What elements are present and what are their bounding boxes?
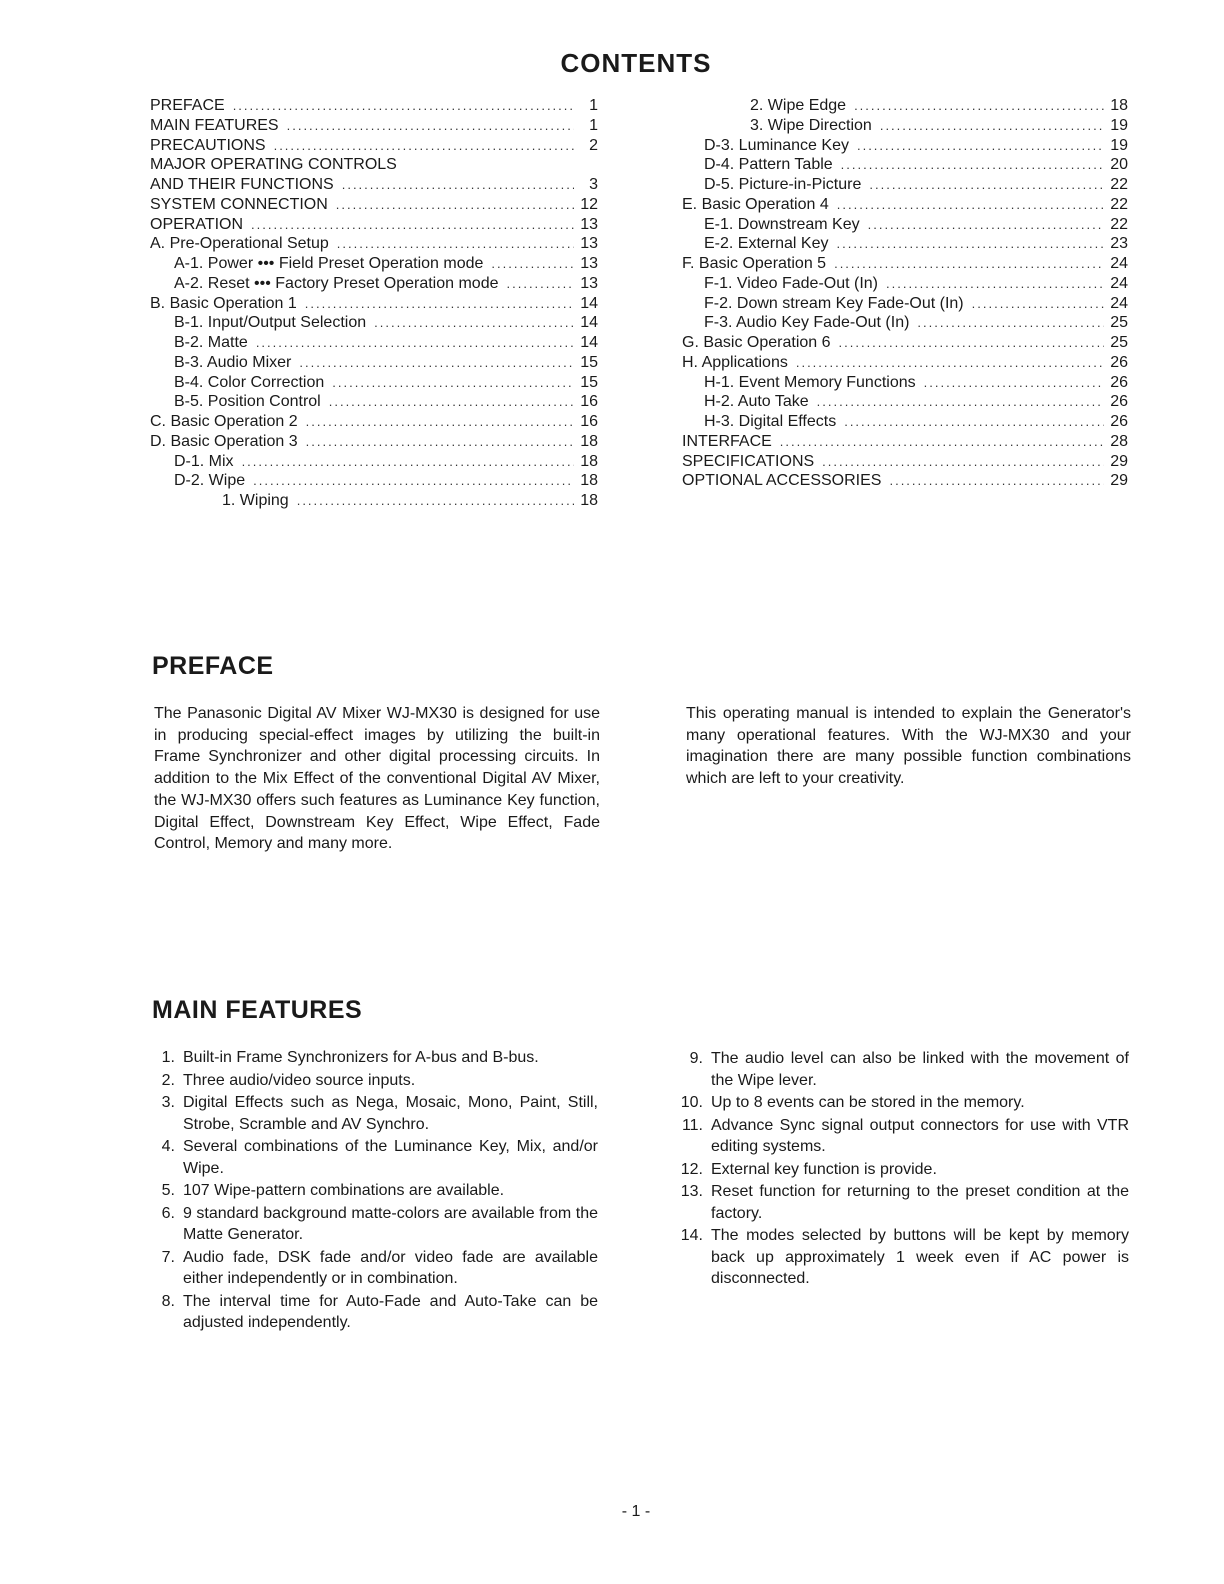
toc-dot-leader	[844, 412, 1104, 432]
toc-entry-page: 22	[1110, 215, 1128, 233]
feature-number: 10.	[680, 1094, 703, 1111]
toc-entry[interactable]	[682, 234, 1128, 254]
list-item	[673, 1092, 1129, 1114]
toc-entry-label: H. Applications	[682, 353, 788, 371]
feature-text: Several combinations of the Luminance Key, Mix, and/or Wipe.	[183, 1138, 598, 1177]
toc-entry-page: 19	[1110, 116, 1128, 134]
toc-dot-leader	[329, 392, 574, 412]
toc-dot-leader	[886, 274, 1104, 294]
toc-entry[interactable]	[682, 155, 1128, 175]
feature-number: 13.	[680, 1183, 703, 1200]
toc-entry-label: E-1. Downstream Key	[704, 215, 860, 233]
toc-dot-leader	[287, 116, 574, 136]
toc-entry-page: 1	[589, 97, 598, 114]
page-number: - 1 -	[621, 1503, 651, 1520]
toc-entry[interactable]	[150, 175, 598, 195]
toc-entry-label: 2. Wipe Edge	[750, 97, 847, 114]
toc-entry-page: 24	[1110, 294, 1128, 312]
toc-entry-label: B. Basic Operation 1	[150, 294, 297, 312]
feature-text: Up to 8 events can be stored in the memory.	[711, 1094, 1025, 1111]
list-item	[145, 1203, 598, 1246]
toc-entry[interactable]	[682, 412, 1128, 432]
feature-number: 3.	[161, 1094, 175, 1111]
feature-number: 9.	[689, 1050, 703, 1067]
contents-title: CONTENTS	[560, 48, 712, 78]
toc-entry-page: 15	[580, 373, 598, 391]
toc-entry-page: 23	[1110, 235, 1128, 253]
toc-entry-label: PRECAUTIONS	[150, 136, 266, 154]
list-item	[673, 1115, 1129, 1158]
toc-entry-page: 16	[580, 413, 598, 430]
toc-entry[interactable]	[682, 333, 1128, 353]
toc-dot-leader	[332, 373, 574, 393]
toc-entry-page: 1	[589, 116, 598, 134]
features-list-left	[145, 1047, 598, 1335]
toc-entry[interactable]	[150, 452, 598, 472]
toc-entry-label: A. Pre-Operational Setup	[150, 235, 329, 253]
toc-entry-label: D. Basic Operation 3	[150, 432, 298, 450]
toc-entry[interactable]	[150, 313, 598, 333]
toc-entry[interactable]	[682, 392, 1128, 412]
toc-entry-page: 14	[580, 314, 598, 332]
toc-right-column	[682, 96, 1128, 491]
toc-dot-leader	[817, 392, 1104, 412]
feature-text: The audio level can also be linked with the movement of the Wipe lever.	[711, 1050, 1129, 1089]
toc-entry[interactable]	[150, 491, 598, 511]
toc-dot-leader	[274, 136, 574, 156]
toc-entry[interactable]	[682, 294, 1128, 314]
toc-entry-label: D-1. Mix	[174, 452, 234, 470]
toc-entry[interactable]	[150, 96, 598, 116]
toc-dot-leader	[780, 432, 1104, 452]
feature-text: Three audio/video source inputs.	[183, 1071, 416, 1089]
toc-dot-leader	[337, 234, 574, 254]
toc-entry-label: F-1. Video Fade-Out (In)	[704, 274, 878, 292]
toc-entry-page: 15	[580, 353, 598, 371]
toc-dot-leader	[924, 373, 1104, 393]
toc-entry-label: D-2. Wipe	[174, 472, 246, 490]
features-list-right	[673, 1048, 1129, 1291]
feature-text: Audio fade, DSK fade and/or video fade are available either independently or in combination.	[183, 1248, 598, 1287]
toc-entry[interactable]	[150, 333, 598, 353]
toc-entry[interactable]	[682, 96, 1128, 116]
toc-dot-leader	[837, 234, 1105, 254]
list-item	[145, 1136, 598, 1179]
toc-entry-label: H-1. Event Memory Functions	[704, 373, 916, 391]
toc-entry[interactable]	[150, 274, 598, 294]
toc-entry[interactable]	[150, 471, 598, 491]
toc-entry[interactable]	[682, 136, 1128, 156]
toc-entry[interactable]	[150, 392, 598, 412]
toc-entry-label: G. Basic Operation 6	[682, 334, 831, 351]
toc-entry-label: F. Basic Operation 5	[682, 255, 827, 272]
toc-entry-label: MAIN FEATURES	[150, 116, 279, 134]
toc-entry-page: 13	[580, 235, 598, 253]
toc-entry-label: F-2. Down stream Key Fade-Out (In)	[704, 294, 964, 312]
toc-dot-leader	[507, 274, 575, 294]
feature-text: External key function is provide.	[711, 1160, 937, 1178]
toc-entry[interactable]	[682, 274, 1128, 294]
toc-entry-label: MAJOR OPERATING CONTROLS	[150, 156, 397, 174]
toc-entry-label: B-2. Matte	[174, 334, 248, 351]
feature-text: The modes selected by buttons will be kept by memory back up approximately 1 week even if AC power is disconnected.	[711, 1227, 1129, 1287]
feature-number: 4.	[161, 1138, 175, 1155]
toc-entry[interactable]	[150, 412, 598, 432]
toc-entry-page: 28	[1110, 432, 1128, 450]
toc-dot-leader	[305, 294, 574, 314]
toc-entry-label: SYSTEM CONNECTION	[150, 195, 328, 213]
feature-text: The interval time for Auto-Fade and Auto-Take can be adjusted independently.	[183, 1292, 598, 1331]
toc-entry[interactable]	[150, 195, 598, 215]
toc-dot-leader	[972, 294, 1104, 314]
toc-dot-leader	[491, 254, 574, 274]
toc-entry-label: B-5. Position Control	[174, 393, 321, 411]
toc-entry-label: B-4. Color Correction	[174, 373, 325, 391]
list-item	[673, 1181, 1129, 1224]
toc-entry[interactable]	[682, 195, 1128, 215]
toc-entry[interactable]	[682, 175, 1128, 195]
toc-entry-page: 18	[580, 492, 598, 509]
feature-number: 11.	[681, 1116, 703, 1134]
feature-number: 14.	[680, 1227, 703, 1244]
toc-entry[interactable]	[682, 373, 1128, 393]
toc-entry-page: 14	[580, 334, 598, 351]
toc-entry[interactable]	[150, 353, 598, 373]
toc-entry-label: OPTIONAL ACCESSORIES	[682, 472, 882, 490]
toc-entry-label: H-2. Auto Take	[704, 393, 809, 411]
toc-entry[interactable]	[682, 452, 1128, 472]
toc-entry-label: AND THEIR FUNCTIONS	[150, 176, 334, 193]
toc-dot-leader	[342, 175, 574, 195]
toc-entry-label: 3. Wipe Direction	[750, 116, 872, 134]
toc-entry-page: 26	[1110, 373, 1128, 391]
toc-entry-page: 22	[1110, 195, 1128, 213]
toc-entry-page: 18	[580, 472, 598, 490]
list-item	[145, 1180, 598, 1202]
toc-entry-page: 16	[580, 393, 598, 411]
list-item	[673, 1159, 1129, 1181]
toc-dot-leader	[854, 96, 1104, 116]
toc-entry-page: 18	[580, 432, 598, 450]
toc-entry[interactable]	[682, 471, 1128, 491]
toc-entry-label: C. Basic Operation 2	[150, 413, 298, 430]
toc-dot-leader	[256, 333, 574, 353]
feature-text: Built-in Frame Synchronizers for A-bus and B-bus.	[183, 1049, 539, 1066]
toc-entry-page: 3	[589, 176, 598, 193]
list-item	[145, 1247, 598, 1290]
preface-paragraph-1: The Panasonic Digital AV Mixer WJ-MX30 is designed for use in producing special-effect images by utilizing the built-in Frame Synchronizer and other digital processing circuits. In addition to the Mix Effect of the conventional Digital AV Mixer, the WJ-MX30 offers such features as Luminance Key function, Digital Effect, Downstream Key Effect, Wipe Effect, Fade Control, Memory and many more.	[154, 705, 600, 853]
toc-dot-leader	[917, 313, 1104, 333]
toc-left-column	[150, 96, 598, 511]
toc-entry-page: 29	[1110, 452, 1128, 470]
toc-entry-page: 25	[1110, 314, 1128, 332]
feature-number: 6.	[161, 1204, 175, 1222]
toc-entry-page: 29	[1110, 472, 1128, 490]
toc-entry-label: B-1. Input/Output Selection	[174, 314, 367, 332]
toc-dot-leader	[837, 195, 1104, 215]
toc-entry-label: 1. Wiping	[222, 492, 289, 509]
toc-dot-leader	[889, 471, 1104, 491]
list-item	[145, 1070, 598, 1092]
toc-entry-page: 14	[580, 294, 598, 312]
toc-entry[interactable]	[682, 215, 1128, 235]
toc-dot-leader	[306, 412, 574, 432]
toc-dot-leader	[868, 215, 1104, 235]
toc-entry[interactable]	[150, 254, 598, 274]
toc-entry-page: 24	[1110, 255, 1128, 272]
toc-entry-page: 18	[1110, 97, 1128, 114]
toc-entry-label: INTERFACE	[682, 432, 772, 450]
list-item	[673, 1225, 1129, 1290]
feature-text: Reset function for returning to the preset condition at the factory.	[711, 1183, 1129, 1222]
toc-entry-page: 25	[1110, 334, 1128, 351]
toc-entry-label: SPECIFICATIONS	[682, 452, 815, 470]
feature-number: 7.	[161, 1248, 175, 1266]
preface-paragraph-2: This operating manual is intended to explain the Generator's many operational features. With the WJ-MX30 and your imagination there are many possible function combinations which are left to your creativity.	[686, 705, 1131, 788]
feature-text: Digital Effects such as Nega, Mosaic, Mono, Paint, Still, Strobe, Scramble and AV Synchro.	[183, 1094, 598, 1133]
toc-entry-page: 24	[1110, 274, 1128, 292]
toc-entry-page: 26	[1110, 393, 1128, 411]
feature-number: 8.	[161, 1292, 175, 1310]
toc-entry[interactable]	[150, 432, 598, 452]
toc-entry-page: 12	[580, 195, 598, 213]
toc-dot-leader	[857, 136, 1104, 156]
toc-dot-leader	[306, 432, 574, 452]
toc-entry[interactable]	[682, 116, 1128, 136]
toc-entry-page: 2	[589, 136, 598, 154]
feature-number: 2.	[161, 1071, 175, 1089]
toc-dot-leader	[253, 471, 574, 491]
toc-entry-page: 26	[1110, 353, 1128, 371]
list-item	[145, 1291, 598, 1334]
feature-number: 5.	[161, 1182, 175, 1199]
toc-entry-label: H-3. Digital Effects	[704, 413, 837, 430]
toc-dot-leader	[880, 116, 1104, 136]
main-features-heading: MAIN FEATURES	[152, 996, 363, 1024]
toc-dot-leader	[841, 155, 1104, 175]
list-item	[673, 1048, 1129, 1091]
preface-heading: PREFACE	[152, 652, 274, 680]
toc-dot-leader	[834, 254, 1104, 274]
feature-text: 9 standard background matte-colors are available from the Matte Generator.	[183, 1204, 598, 1243]
toc-entry-page: 13	[580, 274, 598, 292]
toc-entry-page: 26	[1110, 413, 1128, 430]
toc-entry[interactable]	[150, 234, 598, 254]
toc-entry-page: 20	[1110, 156, 1128, 174]
toc-entry-label: E. Basic Operation 4	[682, 195, 829, 213]
list-item	[145, 1047, 598, 1069]
toc-entry-label: D-3. Luminance Key	[704, 136, 849, 154]
toc-entry[interactable]	[682, 313, 1128, 333]
toc-dot-leader	[822, 452, 1104, 472]
toc-entry-label: A-2. Reset ••• Factory Preset Operation mode	[174, 274, 499, 292]
toc-entry-label: E-2. External Key	[704, 235, 829, 253]
feature-text: Advance Sync signal output connectors for use with VTR editing systems.	[711, 1116, 1129, 1155]
toc-entry-label: PREFACE	[150, 97, 225, 114]
toc-dot-leader	[839, 333, 1104, 353]
toc-entry[interactable]	[150, 373, 598, 393]
toc-entry[interactable]	[682, 254, 1128, 274]
toc-entry[interactable]	[150, 155, 598, 175]
toc-dot-leader	[251, 215, 574, 235]
toc-dot-leader	[297, 491, 574, 511]
toc-entry-label: D-5. Picture-in-Picture	[704, 176, 862, 193]
feature-number: 1.	[161, 1049, 175, 1066]
feature-number: 12.	[680, 1160, 703, 1178]
toc-entry-label: OPERATION	[150, 215, 244, 233]
toc-entry-label: A-1. Power ••• Field Preset Operation mode	[174, 255, 484, 272]
toc-entry[interactable]	[150, 215, 598, 235]
toc-entry-page: 18	[580, 452, 598, 470]
toc-entry-page: 19	[1110, 136, 1128, 154]
toc-entry[interactable]	[150, 294, 598, 314]
toc-dot-leader	[233, 96, 574, 116]
toc-entry[interactable]	[682, 353, 1128, 373]
toc-dot-leader	[336, 195, 574, 215]
feature-text: 107 Wipe-pattern combinations are available.	[183, 1182, 505, 1199]
toc-dot-leader	[374, 313, 574, 333]
toc-entry-label: D-4. Pattern Table	[704, 156, 833, 174]
toc-entry-page: 22	[1110, 176, 1128, 193]
toc-entry[interactable]	[682, 432, 1128, 452]
toc-entry[interactable]	[150, 116, 598, 136]
toc-dot-leader	[242, 452, 574, 472]
toc-dot-leader	[869, 175, 1104, 195]
list-item	[145, 1092, 598, 1135]
toc-entry-label: F-3. Audio Key Fade-Out (In)	[704, 314, 910, 332]
toc-entry-label: B-3. Audio Mixer	[174, 353, 292, 371]
toc-dot-leader	[796, 353, 1104, 373]
toc-dot-leader	[299, 353, 574, 373]
toc-entry-page: 13	[580, 215, 598, 233]
toc-entry[interactable]	[150, 136, 598, 156]
toc-entry-page: 13	[580, 255, 598, 272]
